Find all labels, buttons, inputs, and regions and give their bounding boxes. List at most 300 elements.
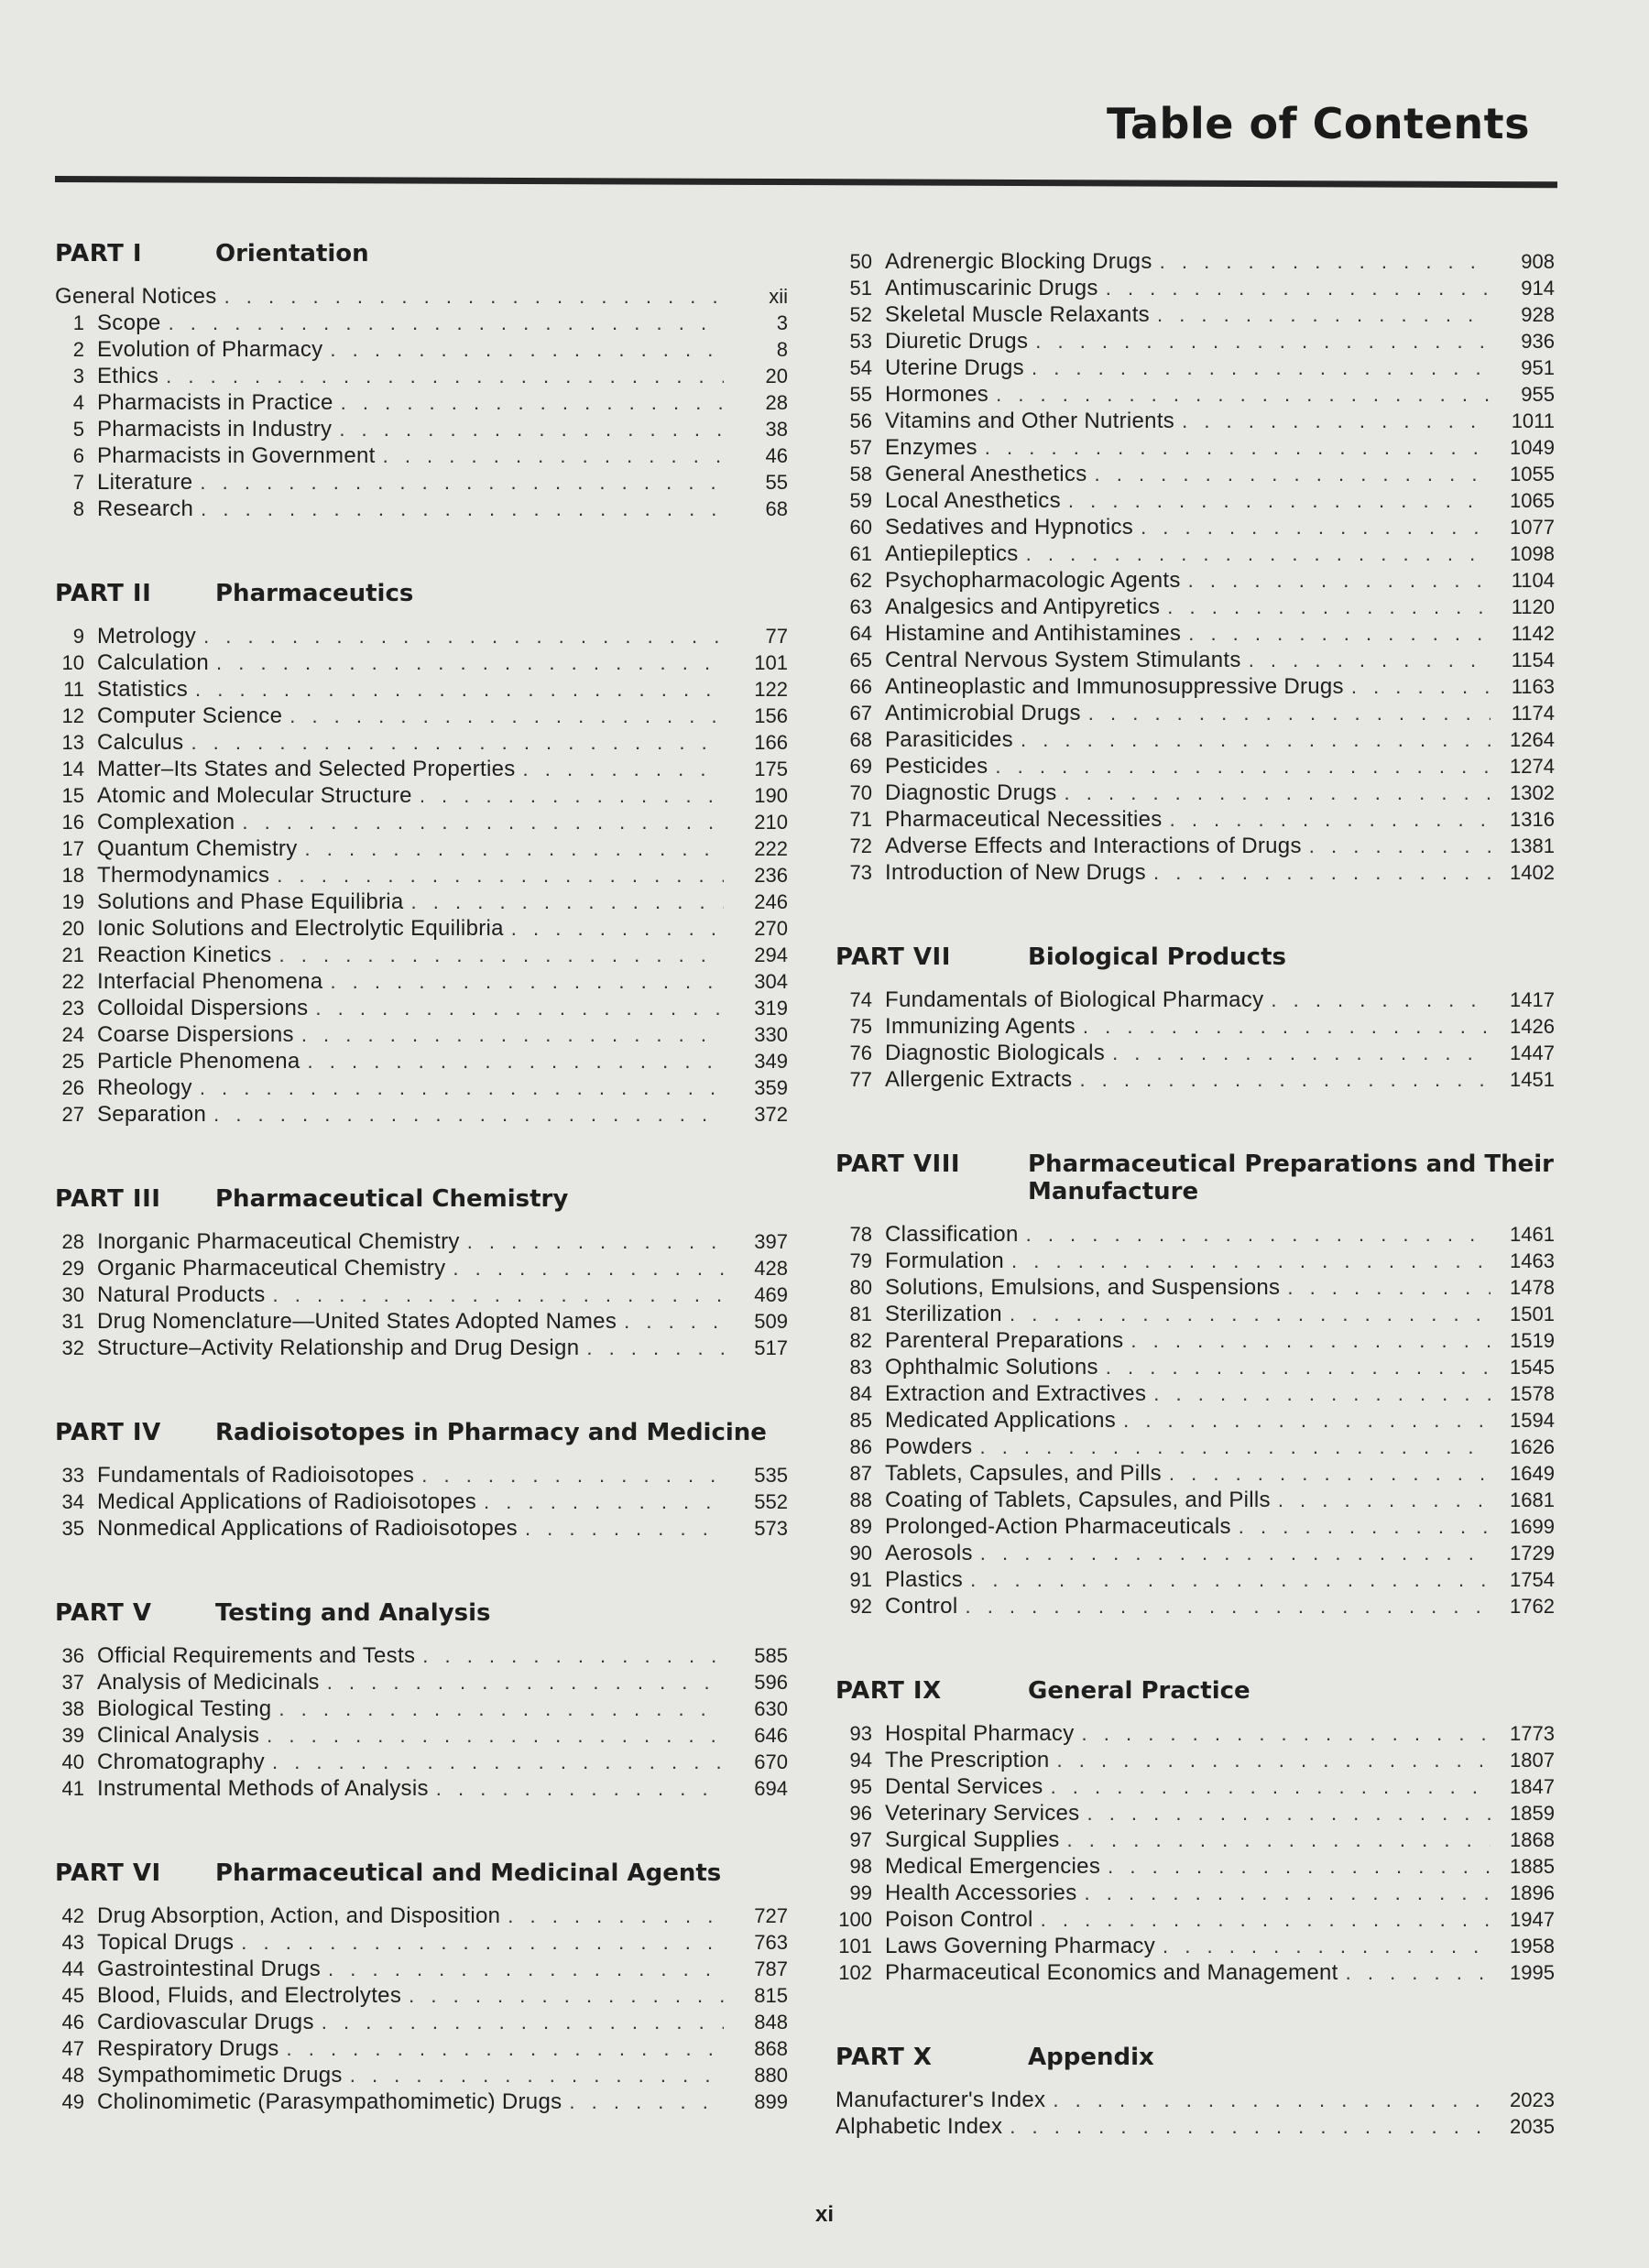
chapter-title: Calculation: [97, 650, 210, 675]
toc-entry: [55, 390, 788, 417]
chapter-number: 37: [61, 1671, 84, 1694]
dot-leader: [1157, 303, 1491, 327]
dot-leader: [523, 758, 724, 781]
chapter-title: Sedatives and Hypnotics: [885, 515, 1134, 540]
left-column: [55, 240, 788, 2173]
chapter-number: 25: [61, 1050, 84, 1073]
chapter-number: 94: [849, 1749, 872, 1772]
dot-leader: [277, 864, 724, 888]
toc-entry: [835, 1434, 1555, 1461]
part-title: Pharmaceutics: [215, 580, 414, 607]
toc-entry: [55, 470, 788, 496]
dot-leader: [191, 731, 724, 755]
dot-leader: [1153, 861, 1491, 885]
dot-leader: [1057, 1749, 1491, 1772]
chapter-number: 82: [849, 1329, 872, 1352]
toc-entry: [835, 1488, 1555, 1514]
chapter-title: Poison Control: [885, 1907, 1033, 1932]
chapter-number: 91: [849, 1568, 872, 1591]
chapter-number: 3: [72, 365, 84, 387]
chapter-title: Particle Phenomena: [97, 1049, 300, 1074]
toc-entry: [55, 969, 788, 996]
dot-leader: [203, 625, 724, 649]
chapter-title: Analgesics and Antipyretics: [885, 594, 1161, 619]
page-number: 1578: [1510, 1382, 1555, 1405]
chapter-number: 100: [838, 1908, 872, 1931]
dot-leader: [200, 471, 724, 495]
chapter-number: 83: [849, 1356, 872, 1379]
page-number: 1302: [1510, 781, 1555, 804]
chapter-number: 30: [61, 1283, 84, 1306]
page-number: 397: [754, 1230, 788, 1253]
chapter-title: Colloidal Dispersions: [97, 996, 309, 1020]
chapter-number: 79: [849, 1249, 872, 1272]
part-heading: [835, 943, 1555, 971]
chapter-title: Medicated Applications: [885, 1408, 1117, 1433]
dot-leader: [287, 2037, 725, 2061]
page-number: 914: [1521, 277, 1555, 300]
dot-leader: [1067, 1828, 1491, 1852]
dot-leader: [339, 418, 724, 442]
part-title: Appendix: [1028, 2044, 1154, 2071]
page-number: 1174: [1511, 702, 1555, 725]
page-number: 1847: [1510, 1775, 1555, 1798]
toc-entry: [835, 1461, 1555, 1488]
dot-leader: [1112, 1041, 1491, 1065]
chapter-title: Parenteral Preparations: [885, 1328, 1124, 1353]
page-number: 101: [754, 651, 788, 674]
chapter-list: [55, 624, 788, 1129]
toc-entry: [55, 1723, 788, 1750]
page-number: 210: [754, 811, 788, 834]
toc-entry: [55, 443, 788, 470]
chapter-title: Plastics: [885, 1567, 964, 1592]
chapter-title: Pharmaceutical Economics and Management: [885, 1960, 1338, 1985]
chapter-title: Diagnostic Biologicals: [885, 1041, 1106, 1065]
chapter-list: [835, 2088, 1555, 2141]
chapter-title: Antimicrobial Drugs: [885, 701, 1081, 725]
dot-leader: [980, 1542, 1491, 1565]
page-number: 552: [754, 1490, 788, 1513]
chapter-title: Solutions and Phase Equilibria: [97, 889, 404, 914]
chapter-number: 92: [849, 1595, 872, 1618]
page-number: 270: [754, 917, 788, 940]
chapter-title: General Notices: [55, 284, 217, 309]
chapter-number: 24: [61, 1023, 84, 1046]
toc-entry: [55, 730, 788, 757]
page-number: 1545: [1510, 1356, 1555, 1379]
dot-leader: [322, 2011, 724, 2034]
toc-entry: [55, 1102, 788, 1129]
page-number: 1896: [1510, 1881, 1555, 1904]
chapter-title: Adrenergic Blocking Drugs: [885, 249, 1152, 274]
chapter-number: 15: [61, 784, 84, 807]
toc-entry: [835, 1541, 1555, 1567]
toc-entry: [55, 863, 788, 889]
toc-entry: [55, 1282, 788, 1309]
page-number: 868: [754, 2037, 788, 2060]
toc-entry: [55, 2036, 788, 2063]
page-number: 1681: [1510, 1488, 1555, 1511]
toc-entry: [835, 1594, 1555, 1620]
page-number: 1859: [1510, 1802, 1555, 1825]
dot-leader: [301, 1023, 724, 1047]
page-number: 175: [754, 758, 788, 780]
toc-entry: [55, 677, 788, 703]
part-heading: [835, 1677, 1555, 1705]
page-number: 815: [754, 1984, 788, 2007]
chapter-title: Rheology: [97, 1075, 192, 1100]
chapter-title: Medical Applications of Radioisotopes: [97, 1489, 477, 1514]
chapter-title: Fundamentals of Biological Pharmacy: [885, 987, 1264, 1012]
dot-leader: [200, 1076, 724, 1100]
page-number: 294: [754, 943, 788, 966]
chapter-number: 10: [61, 651, 84, 674]
toc-entry: [835, 1222, 1555, 1248]
chapter-title: Inorganic Pharmaceutical Chemistry: [97, 1229, 460, 1254]
dot-leader: [970, 1568, 1491, 1592]
dot-leader: [195, 678, 724, 702]
chapter-number: 34: [61, 1490, 84, 1513]
chapter-number: 51: [849, 277, 872, 300]
chapter-number: 53: [849, 330, 872, 353]
toc-entry: [835, 435, 1555, 462]
toc-entry: [835, 1854, 1555, 1881]
chapter-title: Cardiovascular Drugs: [97, 2010, 314, 2034]
toc-entry: [835, 1881, 1555, 1907]
page-title: Table of Contents: [1107, 99, 1530, 148]
chapter-number: 49: [61, 2090, 84, 2113]
page-number: 55: [765, 471, 788, 494]
chapter-title: Solutions, Emulsions, and Suspensions: [885, 1275, 1281, 1300]
toc-entry: [55, 996, 788, 1022]
dot-leader: [1141, 516, 1491, 540]
page-number: 2035: [1510, 2115, 1555, 2138]
chapter-title: Organic Pharmaceutical Chemistry: [97, 1256, 446, 1281]
page-number: 880: [754, 2064, 788, 2087]
chapter-title: Hospital Pharmacy: [885, 1721, 1075, 1746]
part-title: Pharmaceutical Preparations and Their Manufacture: [1028, 1150, 1554, 1205]
toc-entry: [835, 1748, 1555, 1774]
chapter-number: 44: [61, 1957, 84, 1980]
page-number: 190: [754, 784, 788, 807]
chapter-title: Manufacturer's Index: [835, 2088, 1046, 2112]
chapter-number: 48: [61, 2064, 84, 2087]
dot-leader: [1167, 595, 1491, 619]
chapter-title: Alphabetic Index: [835, 2114, 1003, 2139]
toc-entry: [55, 650, 788, 677]
toc-entry: [835, 1355, 1555, 1381]
dot-leader: [1032, 356, 1491, 380]
toc-entry: [55, 1229, 788, 1256]
chapter-number: 38: [61, 1697, 84, 1720]
page-number: 236: [754, 864, 788, 887]
toc-entry: [835, 1801, 1555, 1827]
page-number: 1098: [1510, 542, 1555, 565]
chapter-title: Medical Emergencies: [885, 1854, 1101, 1879]
page-number: 469: [754, 1283, 788, 1306]
page-number: 68: [765, 497, 788, 520]
toc-entry: [55, 783, 788, 810]
chapter-title: Health Accessories: [885, 1881, 1077, 1905]
page-number: 670: [754, 1750, 788, 1773]
dot-leader: [1088, 702, 1491, 725]
chapter-list: [835, 987, 1555, 1094]
chapter-number: 11: [63, 678, 84, 701]
chapter-number: 59: [849, 489, 872, 512]
page-number: 1729: [1510, 1542, 1555, 1565]
part-heading: [835, 2044, 1555, 2071]
page-number: 330: [754, 1023, 788, 1046]
chapter-title: Reaction Kinetics: [97, 943, 272, 967]
chapter-number: 14: [61, 758, 84, 780]
page-number: 727: [754, 1904, 788, 1927]
chapter-number: 99: [849, 1881, 872, 1904]
page-number: 1264: [1510, 728, 1555, 751]
chapter-title: Histamine and Antihistamines: [885, 621, 1182, 646]
chapter-list: [55, 1229, 788, 1362]
chapter-title: Parasiticides: [885, 727, 1013, 752]
toc-entry: [55, 2089, 788, 2116]
chapter-number: 73: [849, 861, 872, 884]
chapter-number: 8: [72, 497, 84, 520]
part-number: PART II: [55, 580, 152, 607]
dot-leader: [1160, 250, 1491, 274]
toc-entry: [835, 1567, 1555, 1594]
page-number: 1381: [1510, 834, 1555, 857]
part-heading: [55, 1419, 788, 1446]
chapter-title: Introduction of New Drugs: [885, 860, 1146, 885]
page-number: 2023: [1510, 2088, 1555, 2111]
dot-leader: [453, 1257, 724, 1281]
chapter-number: 39: [61, 1724, 84, 1747]
part-number: PART III: [55, 1185, 161, 1213]
dot-leader: [328, 1957, 724, 1981]
toc-entry: [55, 703, 788, 730]
toc-entry: [835, 1514, 1555, 1541]
chapter-title: Chromatography: [97, 1750, 265, 1774]
chapter-number: 23: [61, 997, 84, 1020]
chapter-title: Ethics: [97, 364, 159, 388]
chapter-number: 85: [849, 1409, 872, 1432]
toc-entry: [835, 860, 1555, 887]
chapter-title: Pharmacists in Industry: [97, 417, 333, 442]
dot-leader: [327, 1671, 724, 1695]
dot-leader: [1163, 1935, 1491, 1958]
page-number: 1649: [1510, 1462, 1555, 1485]
chapter-title: Biological Testing: [97, 1696, 272, 1721]
page-number: 166: [754, 731, 788, 754]
toc-entry: [55, 496, 788, 523]
toc-entry: [55, 284, 788, 311]
page-number: 1154: [1511, 649, 1555, 671]
chapter-title: Literature: [97, 470, 193, 495]
dot-leader: [1065, 781, 1491, 805]
toc-entry: [55, 1463, 788, 1489]
dot-leader: [272, 1750, 724, 1774]
toc-entry: [835, 541, 1555, 568]
dot-leader: [1085, 1881, 1491, 1905]
chapter-title: Blood, Fluids, and Electrolytes: [97, 1983, 402, 2008]
toc-entry: [55, 1696, 788, 1723]
chapter-list: [55, 284, 788, 523]
chapter-number: 68: [849, 728, 872, 751]
chapter-number: 26: [61, 1076, 84, 1099]
dot-leader: [315, 997, 724, 1020]
chapter-number: 4: [72, 391, 84, 414]
page-number: 848: [754, 2011, 788, 2034]
page-number: 319: [754, 997, 788, 1020]
chapter-number: 35: [61, 1517, 84, 1540]
toc-entry: [55, 417, 788, 443]
dot-leader: [1010, 1303, 1491, 1326]
chapter-title: Thermodynamics: [97, 863, 270, 888]
right-column: [835, 249, 1555, 2197]
page-number: 20: [765, 365, 788, 387]
page-number: 1077: [1510, 516, 1555, 539]
chapter-title: Official Requirements and Tests: [97, 1643, 416, 1668]
toc-entry: [55, 1049, 788, 1075]
dot-leader: [525, 1517, 724, 1541]
chapter-title: Surgical Supplies: [885, 1827, 1060, 1852]
chapter-number: 74: [849, 988, 872, 1011]
toc-entry: [55, 1022, 788, 1049]
dot-leader: [1087, 1802, 1491, 1826]
part-number: PART I: [55, 240, 143, 267]
chapter-title: Statistics: [97, 677, 189, 702]
page-number: 1316: [1510, 808, 1555, 831]
chapter-title: Antimuscarinic Drugs: [885, 276, 1098, 300]
toc-entry: [55, 624, 788, 650]
chapter-number: 69: [849, 755, 872, 778]
chapter-title: Diagnostic Drugs: [885, 780, 1057, 805]
chapter-number: 101: [838, 1935, 872, 1957]
chapter-title: Antineoplastic and Immunosuppressive Drugs: [885, 674, 1344, 699]
chapter-number: 54: [849, 356, 872, 379]
title-rule: [55, 176, 1557, 188]
dot-leader: [1068, 489, 1491, 513]
chapter-title: Metrology: [97, 624, 197, 649]
toc-entry: [835, 2114, 1555, 2141]
dot-leader: [586, 1336, 724, 1360]
part-heading: [55, 240, 788, 267]
chapter-number: 17: [61, 837, 84, 860]
chapter-title: Research: [97, 496, 194, 521]
toc-entry: [835, 2088, 1555, 2114]
page-number: 509: [754, 1310, 788, 1333]
page-number: 1754: [1510, 1568, 1555, 1591]
chapter-title: Prolonged-Action Pharmaceuticals: [885, 1514, 1231, 1539]
chapter-title: Hormones: [885, 382, 989, 407]
dot-leader: [1082, 1722, 1491, 1746]
toc-entry: [835, 409, 1555, 435]
part-title: Orientation: [215, 240, 369, 267]
toc-entry: [835, 701, 1555, 727]
chapter-title: Cholinomimetic (Parasympathomimetic) Drugs: [97, 2089, 562, 2114]
page-number: 38: [765, 418, 788, 441]
part-title: Pharmaceutical and Medicinal Agents: [215, 1859, 722, 1887]
page-number: 359: [754, 1076, 788, 1099]
toc-entry: [835, 488, 1555, 515]
chapter-title: Uterine Drugs: [885, 355, 1024, 380]
chapter-title: Local Anesthetics: [885, 488, 1061, 513]
page-number: 928: [1521, 303, 1555, 326]
chapter-number: 76: [849, 1041, 872, 1064]
part-number: PART VIII: [835, 1150, 961, 1178]
dot-leader: [1169, 1462, 1491, 1486]
chapter-number: 29: [61, 1257, 84, 1280]
chapter-title: Fundamentals of Radioisotopes: [97, 1463, 415, 1488]
chapter-number: 28: [61, 1230, 84, 1253]
dot-leader: [1053, 2088, 1491, 2112]
toc-entry: [835, 1721, 1555, 1748]
page-number: 122: [754, 678, 788, 701]
toc-entry: [835, 834, 1555, 860]
page-number: 936: [1521, 330, 1555, 353]
chapter-title: Sterilization: [885, 1302, 1002, 1326]
dot-leader: [1083, 1015, 1491, 1039]
toc-entry: [55, 1489, 788, 1516]
dot-leader: [511, 917, 724, 941]
chapter-number: 50: [849, 250, 872, 273]
page-number: 517: [754, 1336, 788, 1359]
chapter-title: General Anesthetics: [885, 462, 1087, 486]
chapter-number: 20: [61, 917, 84, 940]
page-number: 899: [754, 2090, 788, 2113]
dot-leader: [1123, 1409, 1491, 1433]
part-number: PART IV: [55, 1419, 161, 1446]
page-number: 585: [754, 1644, 788, 1667]
toc-entry: [835, 621, 1555, 648]
chapter-list: [55, 1463, 788, 1543]
chapter-number: 88: [849, 1488, 872, 1511]
chapter-list: [55, 1643, 788, 1803]
page-number: 573: [754, 1517, 788, 1540]
dot-leader: [411, 890, 724, 914]
dot-leader: [213, 1103, 724, 1127]
dot-leader: [965, 1595, 1491, 1619]
toc-entry: [55, 810, 788, 836]
chapter-title: Laws Governing Pharmacy: [885, 1934, 1156, 1958]
toc-entry: [55, 364, 788, 390]
page-number: 1011: [1511, 409, 1555, 432]
chapter-number: 60: [849, 516, 872, 539]
toc-entry: [55, 836, 788, 863]
toc-entry: [55, 1983, 788, 2010]
chapter-title: Scope: [97, 311, 161, 335]
dot-leader: [985, 436, 1491, 460]
dot-leader: [1351, 675, 1491, 699]
toc-entry: [55, 1670, 788, 1696]
toc-entry: [835, 462, 1555, 488]
chapter-title: Veterinary Services: [885, 1801, 1080, 1826]
chapter-title: Skeletal Muscle Relaxants: [885, 302, 1150, 327]
toc-entry: [55, 2010, 788, 2036]
chapter-list: [835, 249, 1555, 887]
part-number: PART X: [835, 2044, 933, 2071]
part-heading: [835, 1150, 1555, 1205]
dot-leader: [278, 1697, 724, 1721]
page-number: 1451: [1510, 1068, 1555, 1091]
dot-leader: [484, 1490, 724, 1514]
page-number: 1426: [1510, 1015, 1555, 1038]
dot-leader: [979, 1435, 1491, 1459]
page-number: 1947: [1510, 1908, 1555, 1931]
toc-entry: [55, 1776, 788, 1803]
chapter-title: Pharmacists in Government: [97, 443, 376, 468]
toc-entry: [835, 1302, 1555, 1328]
page-number: 535: [754, 1464, 788, 1487]
